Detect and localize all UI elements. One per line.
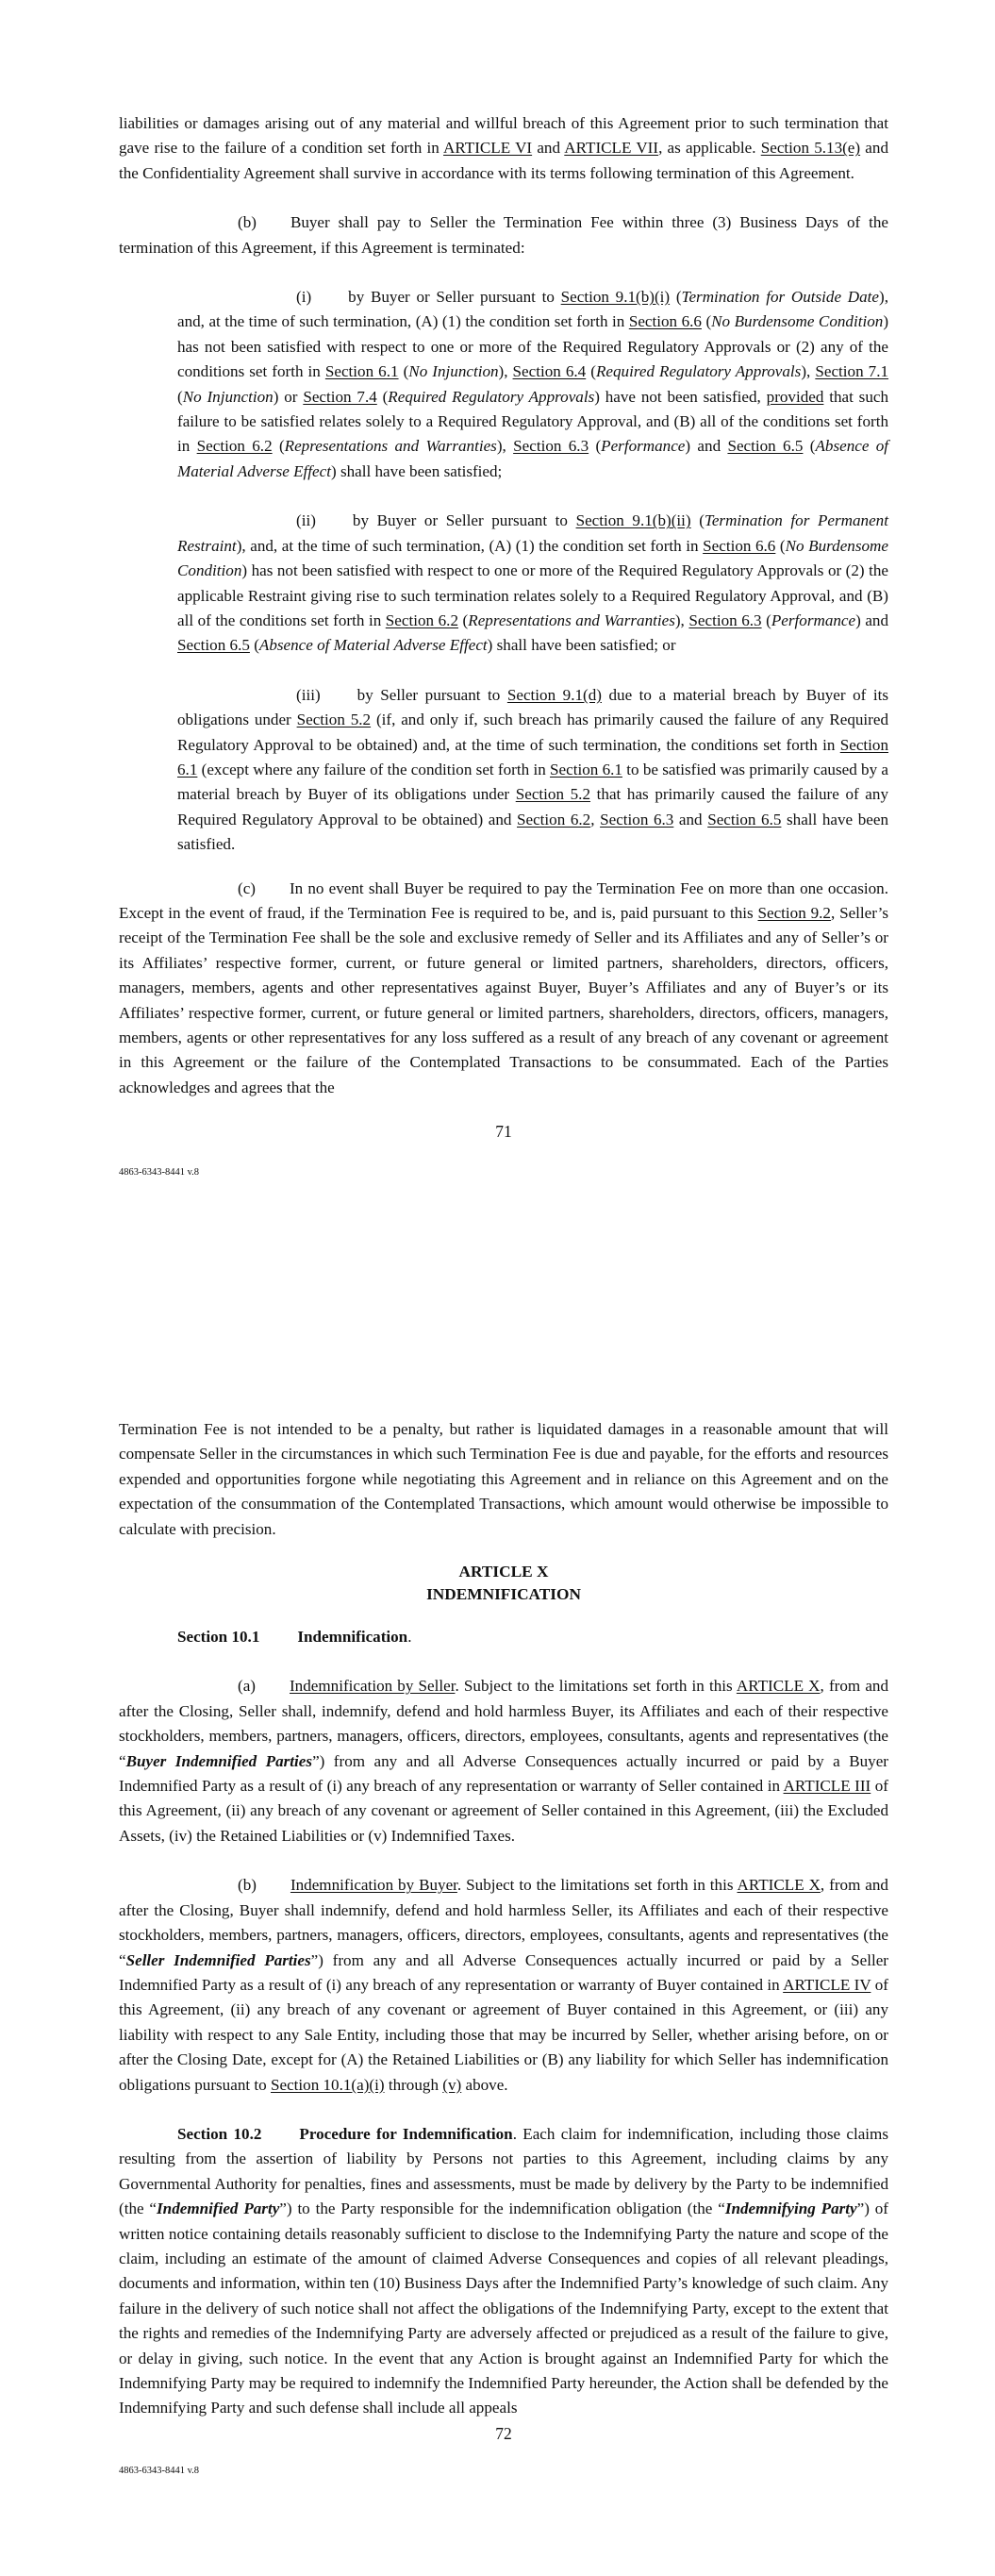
clause-heading: Indemnification by Seller — [289, 1677, 456, 1696]
clause-label: (ii) — [296, 511, 316, 530]
paragraph-10-1-a: (a) Indemnification by Seller. Subject to the limitations set forth in this ARTICLE X, from and after the Closing, Seller shall, indemnify, defend and hold harmless Buyer, its Affiliates and each of their respective stockholders, members, partners, managers, officers, directors, employees, consultants, agents and representatives (the “Buyer Indemnified Parties”) from any and all Adverse Consequences actually incurred or paid by a Buyer Indemnified Party as a result of (i) any breach of any representation or warranty of Seller contained in ARTICLE III of this Agreement, (ii) any breach of any covenant or agreement of Seller contained in this Agreement, (iii) the Excluded Assets, (iv) the Retained Liabilities or (v) Indemnified Taxes. — [119, 1677, 889, 1845]
section-number: Section 10.2 — [177, 2124, 262, 2143]
cross-reference: Section 7.4 — [303, 387, 377, 406]
clause-label: (iii) — [296, 685, 321, 704]
cross-reference: Section 6.3 — [513, 437, 589, 456]
cross-reference: ARTICLE III — [783, 1777, 871, 1796]
subclause-i: (i) by Buyer or Seller pursuant to Section 9.1(b)(i) (Termination for Outside Date), and, at the time of such termination, (A) (1) the condition set forth in Section 6.6 (No Burdensome Condition) has not been satisfied with respect to one or more of the Required Regulatory Approvals or (2) any of the conditions set forth in Section 6.1 (No Injunction), Section 6.4 (Required Regulatory Approvals), Section 7.1 (No Injunction) or Section 7.4 (Required Regulatory Approvals) have not been satisfied, provided that such failure to be satisfied relates solely to a Required Regulatory Approval, and (B) all of the conditions set forth in Section 6.2 (Representations and Warranties), Section 6.3 (Performance) and Section 6.5 (Absence of Material Adverse Effect) shall have been satisfied; — [177, 288, 889, 480]
cross-reference: Section 6.6 — [628, 312, 702, 331]
clause-label: (b) — [238, 1876, 257, 1895]
defined-term: Indemnified Party — [157, 2200, 280, 2218]
section-title: Procedure for Indemnification — [299, 2124, 513, 2143]
paragraph-continuation: liabilities or damages arising out of any material and willful breach of this Agreement prior to such termination that gave rise to the failure of a condition set forth in ARTICLE VI and ARTICLE VII, as applicable. Section 5.13(e) and the Confidentiality Agreement shall survive in accordance with its terms following termination of this Agreement. — [119, 114, 888, 182]
article-title: INDEMNIFICATION — [426, 1585, 581, 1604]
cross-reference: Section 9.2 — [757, 903, 831, 922]
paragraph-continuation: Termination Fee is not intended to be a penalty, but rather is liquidated damages in a reasonable amount that will compensate Seller in the circumstances in which such Termination Fee is due and payable, for the efforts and resources expended and opportunities forgone while negotiating this Agreement and in reliance on this Agreement and on the expectation of the consummation of the Contemplated Transactions, which amount would otherwise be impossible to calculate with precision. — [119, 1420, 888, 1538]
cross-reference: Section 6.6 — [703, 536, 776, 555]
cross-reference: (v) — [442, 2075, 462, 2094]
cross-reference: Section 9.1(d) — [506, 685, 602, 704]
article-number: ARTICLE X — [458, 1563, 549, 1581]
clause-label: (b) — [238, 213, 257, 232]
cross-reference: Section 6.5 — [177, 636, 250, 655]
page-number: 71 — [495, 1122, 512, 1142]
cross-reference: Section 6.1 — [324, 362, 399, 381]
cross-reference: ARTICLE VI — [443, 139, 533, 158]
cross-reference: ARTICLE IV — [783, 1975, 871, 1994]
section-title: Indemnification — [297, 1628, 408, 1647]
subclause-block — [177, 285, 888, 858]
cross-reference: Section 6.4 — [512, 362, 587, 381]
cross-reference: ARTICLE VII — [564, 139, 659, 158]
defined-term: Buyer Indemnified Parties — [125, 1751, 313, 1770]
clause-label: (i) — [296, 288, 312, 307]
cross-reference: Section 6.1 — [550, 760, 622, 778]
cross-reference: Section 6.3 — [688, 611, 762, 629]
section-10-2-procedure: Section 10.2 Procedure for Indemnification. Each claim for indemnification, including those claims resulting from the assertion of liability by Persons not parties to this Agreement, including claims by any Governmental Authority for penalties, fines and assessments, must be made by delivery by the Party to be indemnified (the “Indemnified Party”) to the Party responsible for the indemnification obligation (the “Indemnifying Party”) of written notice containing details reasonably sufficient to disclose to the Indemnifying Party the nature and scope of the claim, including an estimate of the amount of claimed Adverse Consequences and copies of all relevant pleadings, documents and information, within ten (10) Business Days after the Indemnified Party’s knowledge of such claim. Any failure in the delivery of such notice shall not affect the obligations of the Indemnifying Party, except to the extent that the rights and remedies of the Indemnifying Party are adversely affected or prejudiced as a result of the failure to give, or delay in giving, such notice. In the event that any Action is brought against an Indemnified Party for which the Indemnifying Party may be required to indemnify the Indemnified Party hereunder, the Action shall be defended by the Indemnifying Party and such defense shall include all appeals — [119, 2124, 888, 2417]
cross-reference: Section 5.2 — [296, 711, 372, 729]
cross-reference: Section 6.2 — [517, 810, 591, 828]
cross-reference: ARTICLE X — [736, 1677, 821, 1696]
cross-reference: Section 6.1 — [177, 735, 888, 778]
document-id: 4863-6343-8441 v.8 — [119, 2465, 200, 2476]
cross-reference: Section 6.2 — [196, 437, 273, 456]
page-number: 72 — [495, 2423, 512, 2443]
paragraph-10-1-b: (b) Indemnification by Buyer. Subject to the limitations set forth in this ARTICLE X, from and after the Closing, Buyer shall indemnify, defend and hold harmless Seller, its Affiliates and each of their respective stockholders, members, partners, managers, officers, directors, employees, consultants, agents and representatives (the “Seller Indemnified Parties”) from any and all Adverse Consequences actually incurred or paid by a Seller Indemnified Party as a result of (i) any breach of any representation or warranty of Buyer contained in ARTICLE IV of this Agreement, (ii) any breach of any covenant or agreement of Buyer contained in this Agreement, or (iii) any liability with respect to any Sale Entity, including those that may be incurred by Seller, whether arising before, on or after the Closing Date, except for (A) the Retained Liabilities or (B) any liability for which Seller has indemnification obligations pursuant to Section 10.1(a)(i) through (v) above. — [119, 1876, 888, 2094]
cross-reference: Section 6.3 — [600, 810, 674, 828]
cross-reference: Section 6.5 — [727, 437, 804, 456]
document-id: 4863-6343-8441 v.8 — [119, 1167, 200, 1179]
page-72 — [0, 1417, 995, 2478]
cross-reference: Section 10.1(a)(i) — [270, 2075, 385, 2094]
cross-reference: ARTICLE X — [737, 1876, 821, 1895]
subclause-iii: (iii) by Seller pursuant to Section 9.1(d) due to a material breach by Buyer of its obligations under Section 5.2 (if, and only if, such breach has primarily caused the failure of any Required Regulatory Approval to be obtained) and, at the time of such termination, the conditions set forth in Section 6.1 (except where any failure of the condition set forth in Section 6.1 to be satisfied was primarily caused by a material breach by Buyer of its obligations under Section 5.2 that has primarily caused the failure of any Required Regulatory Approval to be obtained) and Section 6.2, Section 6.3 and Section 6.5 shall have been satisfied. — [177, 685, 889, 854]
paragraph-c-sole-remedy: (c) In no event shall Buyer be required to pay the Termination Fee on more than one occasion. Except in the event of fraud, if the Termination Fee is required to be, and is, paid pursuant to this Section 9.2, Seller’s receipt of the Termination Fee shall be the sole and exclusive remedy of Seller and its Affiliates and any of Seller’s or its Affiliates’ respective former, current, or future general or limited partners, shareholders, directors, officers, managers, members, agents and other representatives against Buyer, Buyer’s Affiliates and any of Buyer’s or its Affiliates’ respective former, current, or future general or limited partners, shareholders, directors, officers, managers, members, agents or other representatives for any loss suffered as a result of any breach of any covenant or agreement in this Agreement or the failure of the Contemplated Transactions to be consummated. Each of the Parties acknowledges and agrees that the — [119, 878, 888, 1096]
paragraph-b-termination-fee: (b) Buyer shall pay to Seller the Termination Fee within three (3) Business Days of the termination of this Agreement, if this Agreement is terminated: — [119, 213, 888, 257]
defined-term: Seller Indemnified Parties — [125, 1950, 311, 1969]
cross-reference: Section 6.2 — [385, 611, 458, 629]
cross-reference: Section 9.1(b)(i) — [560, 288, 671, 307]
clause-heading: Indemnification by Buyer — [290, 1876, 457, 1895]
clause-label: (c) — [238, 878, 256, 897]
clause-label: (a) — [238, 1677, 256, 1696]
cross-reference: Section 7.1 — [815, 362, 889, 381]
section-heading-10-1: Section 10.1 Indemnification. — [177, 1628, 412, 1647]
defined-term: Indemnifying Party — [724, 2200, 857, 2218]
cross-reference: Section 5.13(e) — [760, 139, 861, 158]
cross-reference: Section 6.5 — [707, 810, 782, 828]
section-number: Section 10.1 — [177, 1628, 260, 1647]
subclause-ii: (ii) by Buyer or Seller pursuant to Section 9.1(b)(ii) (Termination for Permanent Restraint), and, at the time of such termination, (A) (1) the condition set forth in Section 6.6 (No Burdensome Condition) has not been satisfied with respect to one or more of the Required Regulatory Approvals or (2) the applicable Restraint giving rise to such termination relates solely to a Required Regulatory Approval, and (B) all of the conditions set forth in Section 6.2 (Representations and Warranties), Section 6.3 (Performance) and Section 6.5 (Absence of Material Adverse Effect) shall have been satisfied; or — [177, 511, 889, 655]
cross-reference: Section 5.2 — [515, 785, 591, 804]
page-71 — [0, 111, 995, 1179]
cross-reference: Section 9.1(b)(ii) — [575, 511, 691, 530]
defined-term-provided: provided — [766, 387, 824, 406]
